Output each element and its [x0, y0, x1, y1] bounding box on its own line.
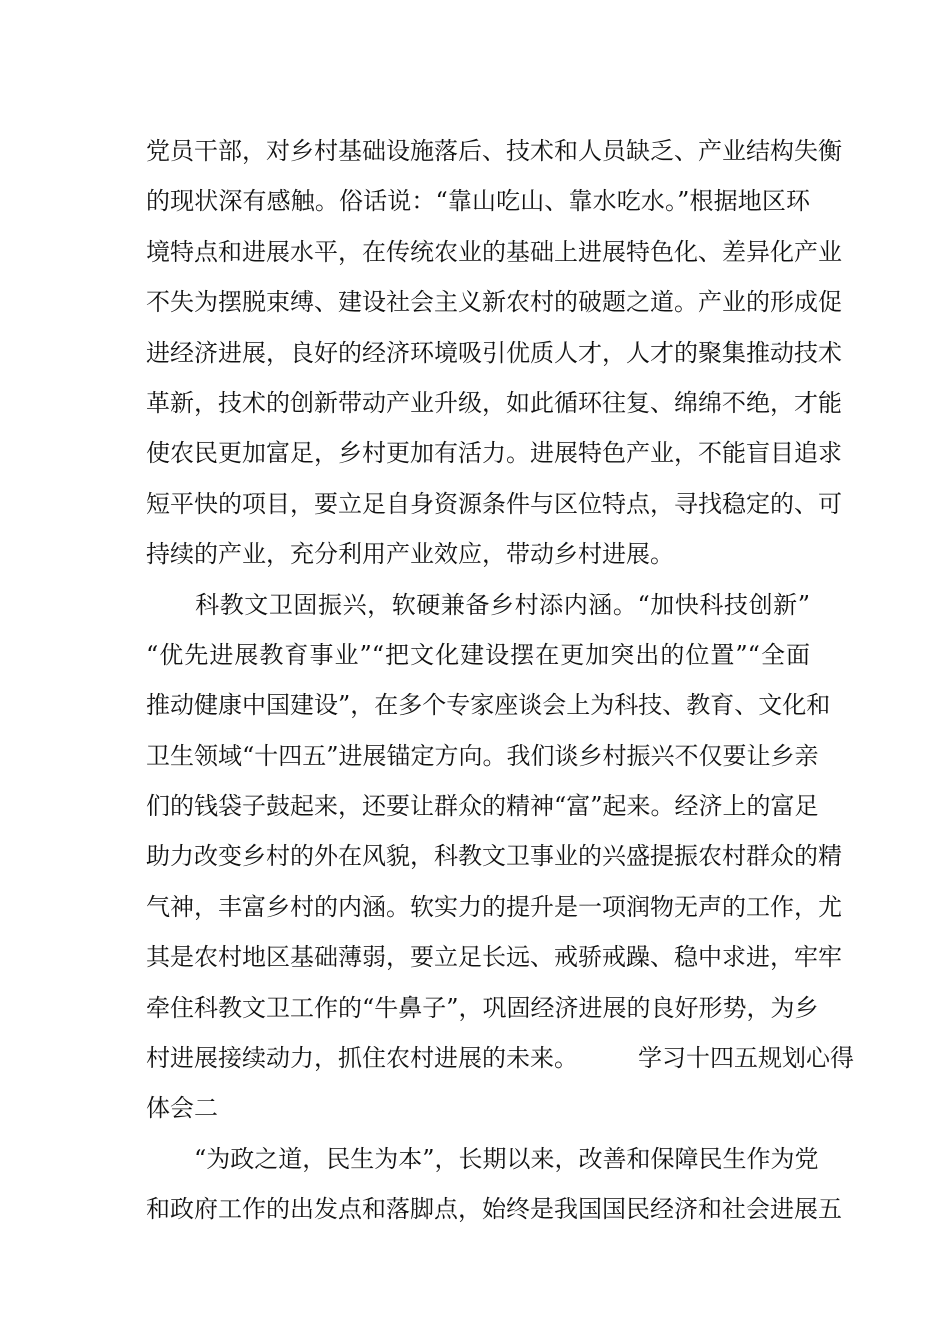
body-text	[146, 126, 854, 1235]
text-line: 科教文卫固振兴，软硬兼备乡村添内涵。“加快科技创新”	[146, 590, 810, 619]
text-line: 持续的产业，充分利用产业效应，带动乡村进展。	[146, 540, 674, 569]
text-line: 村进展接续动力，抓住农村进展的未来。 学习十四五规划心得	[146, 1044, 854, 1073]
text-line: 和政府工作的出发点和落脚点，始终是我国国民经济和社会进展五	[146, 1195, 842, 1224]
text-line: “为政之道，民生为本”，长期以来，改善和保障民生作为党	[146, 1144, 819, 1173]
text-line: 境特点和进展水平，在传统农业的基础上进展特色化、差异化产业	[146, 237, 842, 266]
text-line: 不失为摆脱束缚、建设社会主义新农村的破题之道。产业的形成促	[146, 288, 842, 317]
text-line: 牵住科教文卫工作的“牛鼻子”，巩固经济进展的良好形势，为乡	[146, 993, 819, 1022]
text-line: 党员干部，对乡村基础设施落后、技术和人员缺乏、产业结构失衡	[146, 137, 842, 165]
text-line: 其是农村地区基础薄弱，要立足长远、戒骄戒躁、稳中求进，牢牢	[146, 943, 842, 972]
text-line: 使农民更加富足，乡村更加有活力。进展特色产业，不能盲目追求	[146, 439, 842, 468]
text-line: 推动健康中国建设”，在多个专家座谈会上为科技、教育、文化和	[146, 691, 831, 720]
text-line: 进经济进展，良好的经济环境吸引优质人才，人才的聚集推动技术	[146, 338, 842, 367]
text-line: 助力改变乡村的外在风貌，科教文卫事业的兴盛提振农村群众的精	[146, 842, 842, 871]
text-line: 们的钱袋子鼓起来，还要让群众的精神“富”起来。经济上的富足	[146, 792, 819, 821]
text-line: “优先进展教育事业”“把文化建设摆在更加突出的位置”“全面	[146, 640, 810, 669]
text-line: 革新，技术的创新带动产业升级，如此循环往复、绵绵不绝，才能	[146, 388, 842, 417]
text-line: 短平快的项目，要立足自身资源条件与区位特点，寻找稳定的、可	[146, 489, 842, 518]
text-line: 体会二	[146, 1094, 218, 1123]
text-line: 气神，丰富乡村的内涵。软实力的提升是一项润物无声的工作，尤	[146, 892, 842, 921]
text-line: 的现状深有感触。俗话说：“靠山吃山、靠水吃水。”根据地区环	[146, 187, 810, 216]
text-line: 卫生领域“十四五”进展锚定方向。我们谈乡村振兴不仅要让乡亲	[146, 741, 819, 770]
